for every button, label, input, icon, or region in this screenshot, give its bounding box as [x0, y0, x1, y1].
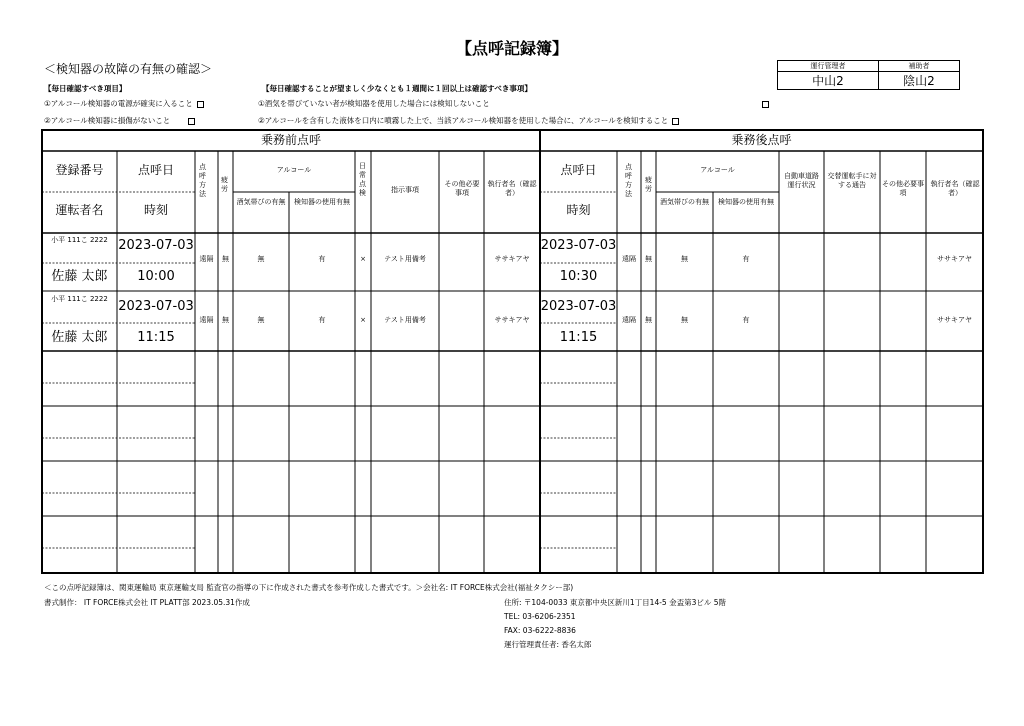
post-duty-header: 乗務後点呼 — [731, 133, 792, 147]
table-row-1-fatigue[interactable]: 無 — [222, 255, 229, 263]
fatigue-header: 疲労 — [221, 176, 228, 194]
table-row-1-post-fatigue[interactable]: 無 — [645, 255, 652, 263]
table-row-2-post-alc[interactable]: 無 — [681, 316, 688, 324]
post-method-header: 点呼方法 — [625, 163, 632, 199]
table-row-1-driver[interactable]: 佐藤 太郎 — [51, 269, 108, 284]
time-header: 時刻 — [143, 203, 168, 217]
post-alcohol-header: アルコール — [700, 166, 735, 174]
table-row-2-reg[interactable]: 小平 111こ 2222 — [51, 295, 108, 303]
table-row-1-time[interactable]: 10:00 — [137, 269, 175, 284]
alcohol-header: アルコール — [276, 166, 312, 174]
table-row-2-post-executor[interactable]: ササキアヤ — [937, 316, 972, 324]
table-row-2-post-detector[interactable]: 有 — [742, 316, 750, 324]
alc-presence-header: 酒気帯びの有無 — [236, 198, 286, 206]
table-row-2-post-fatigue[interactable]: 無 — [645, 316, 652, 324]
reg-no-header: 登録番号 — [55, 163, 104, 177]
check-item-4-text: ②アルコールを含有した液体を口内に噴霧した上で、当該アルコール検知器を使用した場合に、アルコールを検知すること — [258, 116, 669, 125]
post-executor-header: 執行者名（確認者） — [930, 180, 980, 198]
table-row-1-date[interactable]: 2023-07-03 — [118, 238, 194, 253]
daily-label: 【毎日確認すべき項目】 — [44, 84, 127, 93]
table-row-2-post-time[interactable]: 11:15 — [559, 330, 598, 345]
table-row-1-alc[interactable]: 無 — [257, 255, 265, 263]
table-row-1-post-executor[interactable]: ササキアヤ — [937, 255, 972, 263]
table-row-2-fatigue[interactable]: 無 — [222, 316, 229, 324]
weekly-label: 【毎日確認することが望ましく少なくとも１週間に１回以上は確認すべき事項】 — [262, 84, 532, 93]
table-row-1-executor[interactable]: ササキアヤ — [494, 255, 530, 263]
assistant-name[interactable]: 陰山2 — [879, 72, 960, 90]
pre-duty-header: 乗務前点呼 — [260, 133, 321, 147]
table-row-1-reg[interactable]: 小平 111こ 2222 — [51, 236, 108, 244]
other-header: その他必要事項 — [444, 180, 480, 198]
table-row-1-detector[interactable]: 有 — [318, 255, 326, 263]
table-row-2-daily[interactable]: × — [360, 316, 366, 324]
manager-name[interactable]: 中山2 — [778, 72, 879, 90]
check-item-1-text: ①アルコール検知器の電源が確実に入ること — [44, 99, 193, 108]
table-row-2-detector[interactable]: 有 — [318, 316, 326, 324]
table-row-1-method[interactable]: 遠隔 — [199, 255, 214, 263]
table-row-1-daily[interactable]: × — [360, 255, 366, 263]
car-road-header: 自動車道路運行状況 — [784, 172, 819, 190]
check-item-3-text: ①酒気を帯びていない者が検知器を使用した場合には検知しないこと — [258, 99, 490, 108]
table-row-1-instr[interactable]: テスト用備考 — [384, 255, 426, 263]
table-row-2-method[interactable]: 遠隔 — [199, 316, 214, 324]
post-date-header: 点呼日 — [560, 163, 597, 177]
daily-check-header: 日常点検 — [359, 162, 366, 198]
table-row-1-post-alc[interactable]: 無 — [681, 255, 688, 263]
date-header: 点呼日 — [137, 163, 174, 177]
instructions-header: 指示事項 — [391, 186, 419, 194]
table-row-1-post-method[interactable]: 遠隔 — [622, 255, 636, 263]
footer-address: 住所: 〒104-0033 東京都中央区新川1丁目14-5 金盃第3ビル 5階 — [504, 598, 727, 607]
table-row-2-date[interactable]: 2023-07-03 — [118, 299, 194, 314]
table-row-2-post-date[interactable]: 2023-07-03 — [540, 299, 617, 314]
section-title: ＜検知器の故障の有無の確認＞ — [44, 62, 213, 76]
table-row-2-driver[interactable]: 佐藤 太郎 — [51, 330, 108, 345]
driver-header: 運転者名 — [55, 203, 104, 217]
post-other-header: その他必要事項 — [882, 180, 924, 198]
post-detector-use-header: 検知器の使用有無 — [718, 198, 774, 206]
table-row-2-alc[interactable]: 無 — [257, 316, 265, 324]
footer-note: ＜この点呼記録簿は、関東運輸局 東京運輸支局 監査官の指導の下に作成された書式を参考作成した書式です。＞会社名: IT FORCE株式会社(福祉タクシー部) — [44, 583, 574, 592]
footer-made: 書式制作： IT FORCE株式会社 IT PLATT部 2023.05.31作成 — [44, 598, 250, 607]
footer-fax: FAX: 03-6222-8836 — [504, 626, 576, 635]
handover-header: 交替運転手に対する通告 — [827, 172, 877, 190]
manager-label: 運行管理者 — [778, 61, 879, 72]
table-row-2-post-method[interactable]: 遠隔 — [622, 316, 636, 324]
check-item-2-text: ②アルコール検知器に損傷がないこと — [44, 116, 171, 125]
table-row-1-post-time[interactable]: 10:30 — [559, 269, 598, 284]
executor-header: 執行者名（確認者） — [487, 180, 537, 198]
page-title: 【点呼記録簿】 — [455, 39, 568, 58]
post-time-header: 時刻 — [566, 203, 591, 217]
post-alc-presence-header: 酒気帯びの有無 — [660, 198, 709, 206]
table-row-2-instr[interactable]: テスト用備考 — [384, 316, 426, 324]
table-row-1-post-detector[interactable]: 有 — [742, 255, 750, 263]
footer-tel: TEL: 03-6206-2351 — [504, 612, 576, 621]
table-row-1-post-date[interactable]: 2023-07-03 — [540, 238, 617, 253]
post-fatigue-header: 疲労 — [645, 176, 652, 194]
assistant-label: 補助者 — [879, 61, 960, 72]
footer-responsible: 運行管理責任者: 香名太郎 — [504, 640, 592, 649]
detector-use-header: 検知器の使用有無 — [294, 198, 350, 206]
method-header: 点呼方法 — [199, 163, 206, 199]
table-row-2-executor[interactable]: ササキアヤ — [494, 316, 530, 324]
table-row-2-time[interactable]: 11:15 — [137, 330, 175, 345]
